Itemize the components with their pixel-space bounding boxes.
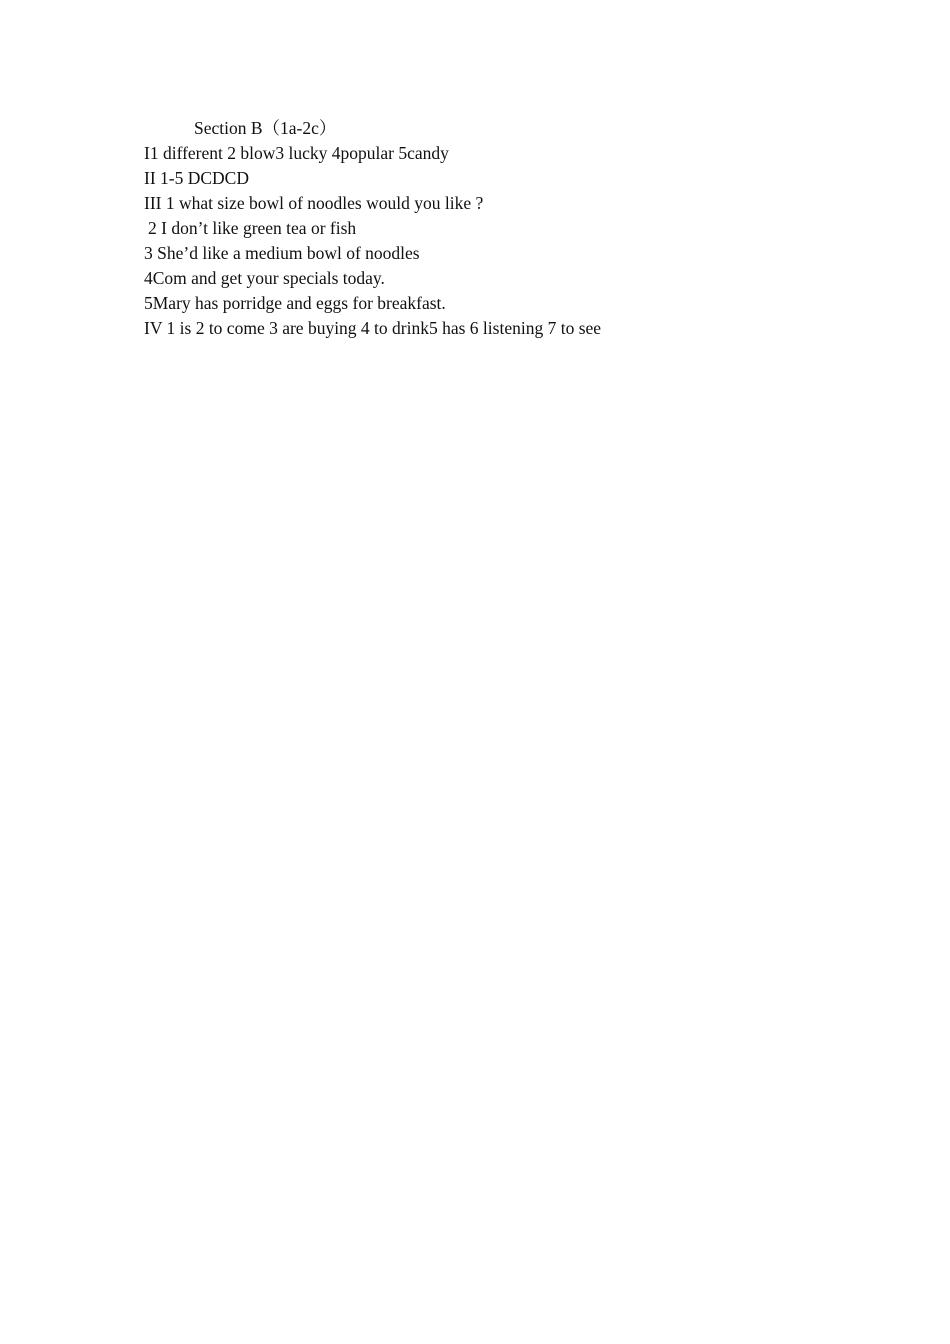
section-heading: Section B（1a-2c） <box>194 118 337 138</box>
answer-line-part-iii-5: 5Mary has porridge and eggs for breakfast. <box>144 293 446 313</box>
answer-line-part-iii-4: 4Com and get your specials today. <box>144 268 385 288</box>
answer-key <box>144 116 844 341</box>
answer-line-part-ii: II 1-5 DCDCD <box>144 168 249 188</box>
answer-line-part-i: I1 different 2 blow3 lucky 4popular 5candy <box>144 143 449 163</box>
answer-line-part-iii-1: III 1 what size bowl of noodles would you like ? <box>144 193 484 213</box>
answer-line-part-iv: IV 1 is 2 to come 3 are buying 4 to drink5 has 6 listening 7 to see <box>144 318 602 338</box>
answer-line-part-iii-2: 2 I don’t like green tea or fish <box>148 218 357 238</box>
answer-line-part-iii-3: 3 She’d like a medium bowl of noodles <box>144 243 420 263</box>
